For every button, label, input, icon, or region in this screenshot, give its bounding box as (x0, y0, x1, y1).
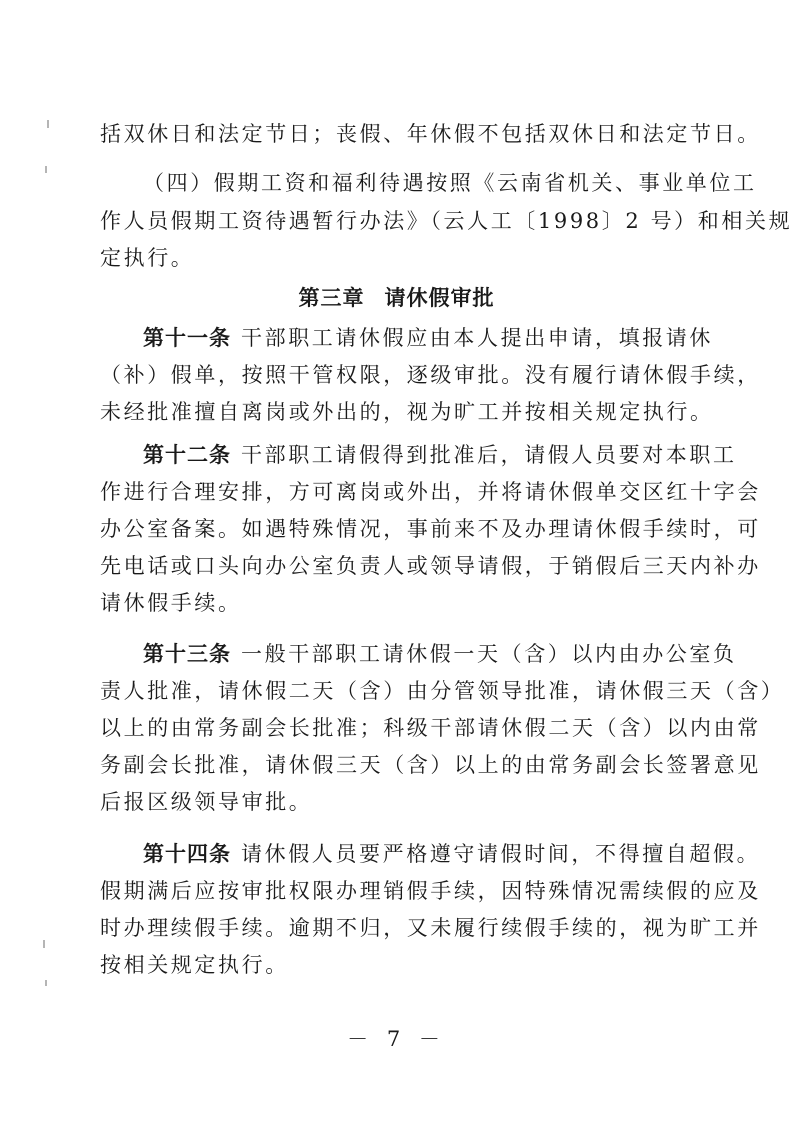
article-first-line (143, 836, 761, 872)
text-line: 假期满后应按审批权限办理销假手续，因特殊情况需续假的应及 (100, 879, 761, 903)
article-label: 第十一条 (143, 326, 231, 350)
article-label: 第十二条 (143, 443, 231, 467)
chapter-heading (0, 280, 793, 316)
article-first-line (143, 437, 737, 473)
text-line: （补）假单，按照干管权限，逐级审批。没有履行请休假手续， (100, 363, 761, 387)
text-line: 后报区级领导审批。 (100, 790, 313, 814)
text-line: 未经批准擅自离岗或外出的，视为旷工并按相关规定执行。 (100, 400, 714, 424)
text-line: 括双休日和法定节日；丧假、年休假不包括双休日和法定节日。 (100, 122, 761, 146)
article-label: 第十四条 (143, 842, 231, 866)
scan-mark (45, 166, 47, 173)
chapter-title: 请休假审批 (384, 286, 495, 310)
scan-mark (45, 980, 47, 986)
scan-mark (43, 940, 45, 948)
article-first-line (143, 636, 737, 672)
text-line: 先电话或口头向办公室负责人或领导请假，于销假后三天内补办 (100, 554, 761, 578)
chapter-number: 第三章 (298, 286, 365, 310)
text-line: 请休假手续。 (100, 591, 242, 615)
page-number: － 7 － (347, 1027, 446, 1051)
article-text: 请休假人员要严格遵守请假时间，不得擅自超假。 (241, 842, 761, 866)
text-line: 务副会长批准，请休假三天（含）以上的由常务副会长签署意见 (100, 753, 761, 777)
article-label: 第十三条 (143, 642, 231, 666)
text-line: 按相关规定执行。 (100, 953, 289, 977)
text-line: 作进行合理安排，方可离岗或外出，并将请休假单交区红十字会 (100, 480, 761, 504)
article-text: 一般干部职工请休假一天（含）以内由办公室负 (241, 642, 737, 666)
text-line: 作人员假期工资待遇暂行办法》（云人工〔1998〕2 号）和相关规 (100, 209, 793, 233)
text-line: 时办理续假手续。逾期不归，又未履行续假手续的，视为旷工并 (100, 916, 761, 940)
scan-mark (47, 120, 49, 128)
text-line: 以上的由常务副会长批准；科级干部请休假二天（含）以内由常 (100, 716, 761, 740)
article-text: 干部职工请假得到批准后，请假人员要对本职工 (241, 443, 737, 467)
article-text: 干部职工请休假应由本人提出申请，填报请休 (241, 326, 713, 350)
text-line: 责人批准，请休假二天（含）由分管领导批准，请休假三天（含） (100, 679, 785, 703)
article-first-line (143, 320, 713, 356)
text-line: 定执行。 (100, 246, 195, 270)
text-line: （四）假期工资和福利待遇按照《云南省机关、事业单位工 (143, 171, 757, 195)
text-line: 办公室备案。如遇特殊情况，事前来不及办理请休假手续时，可 (100, 517, 761, 541)
